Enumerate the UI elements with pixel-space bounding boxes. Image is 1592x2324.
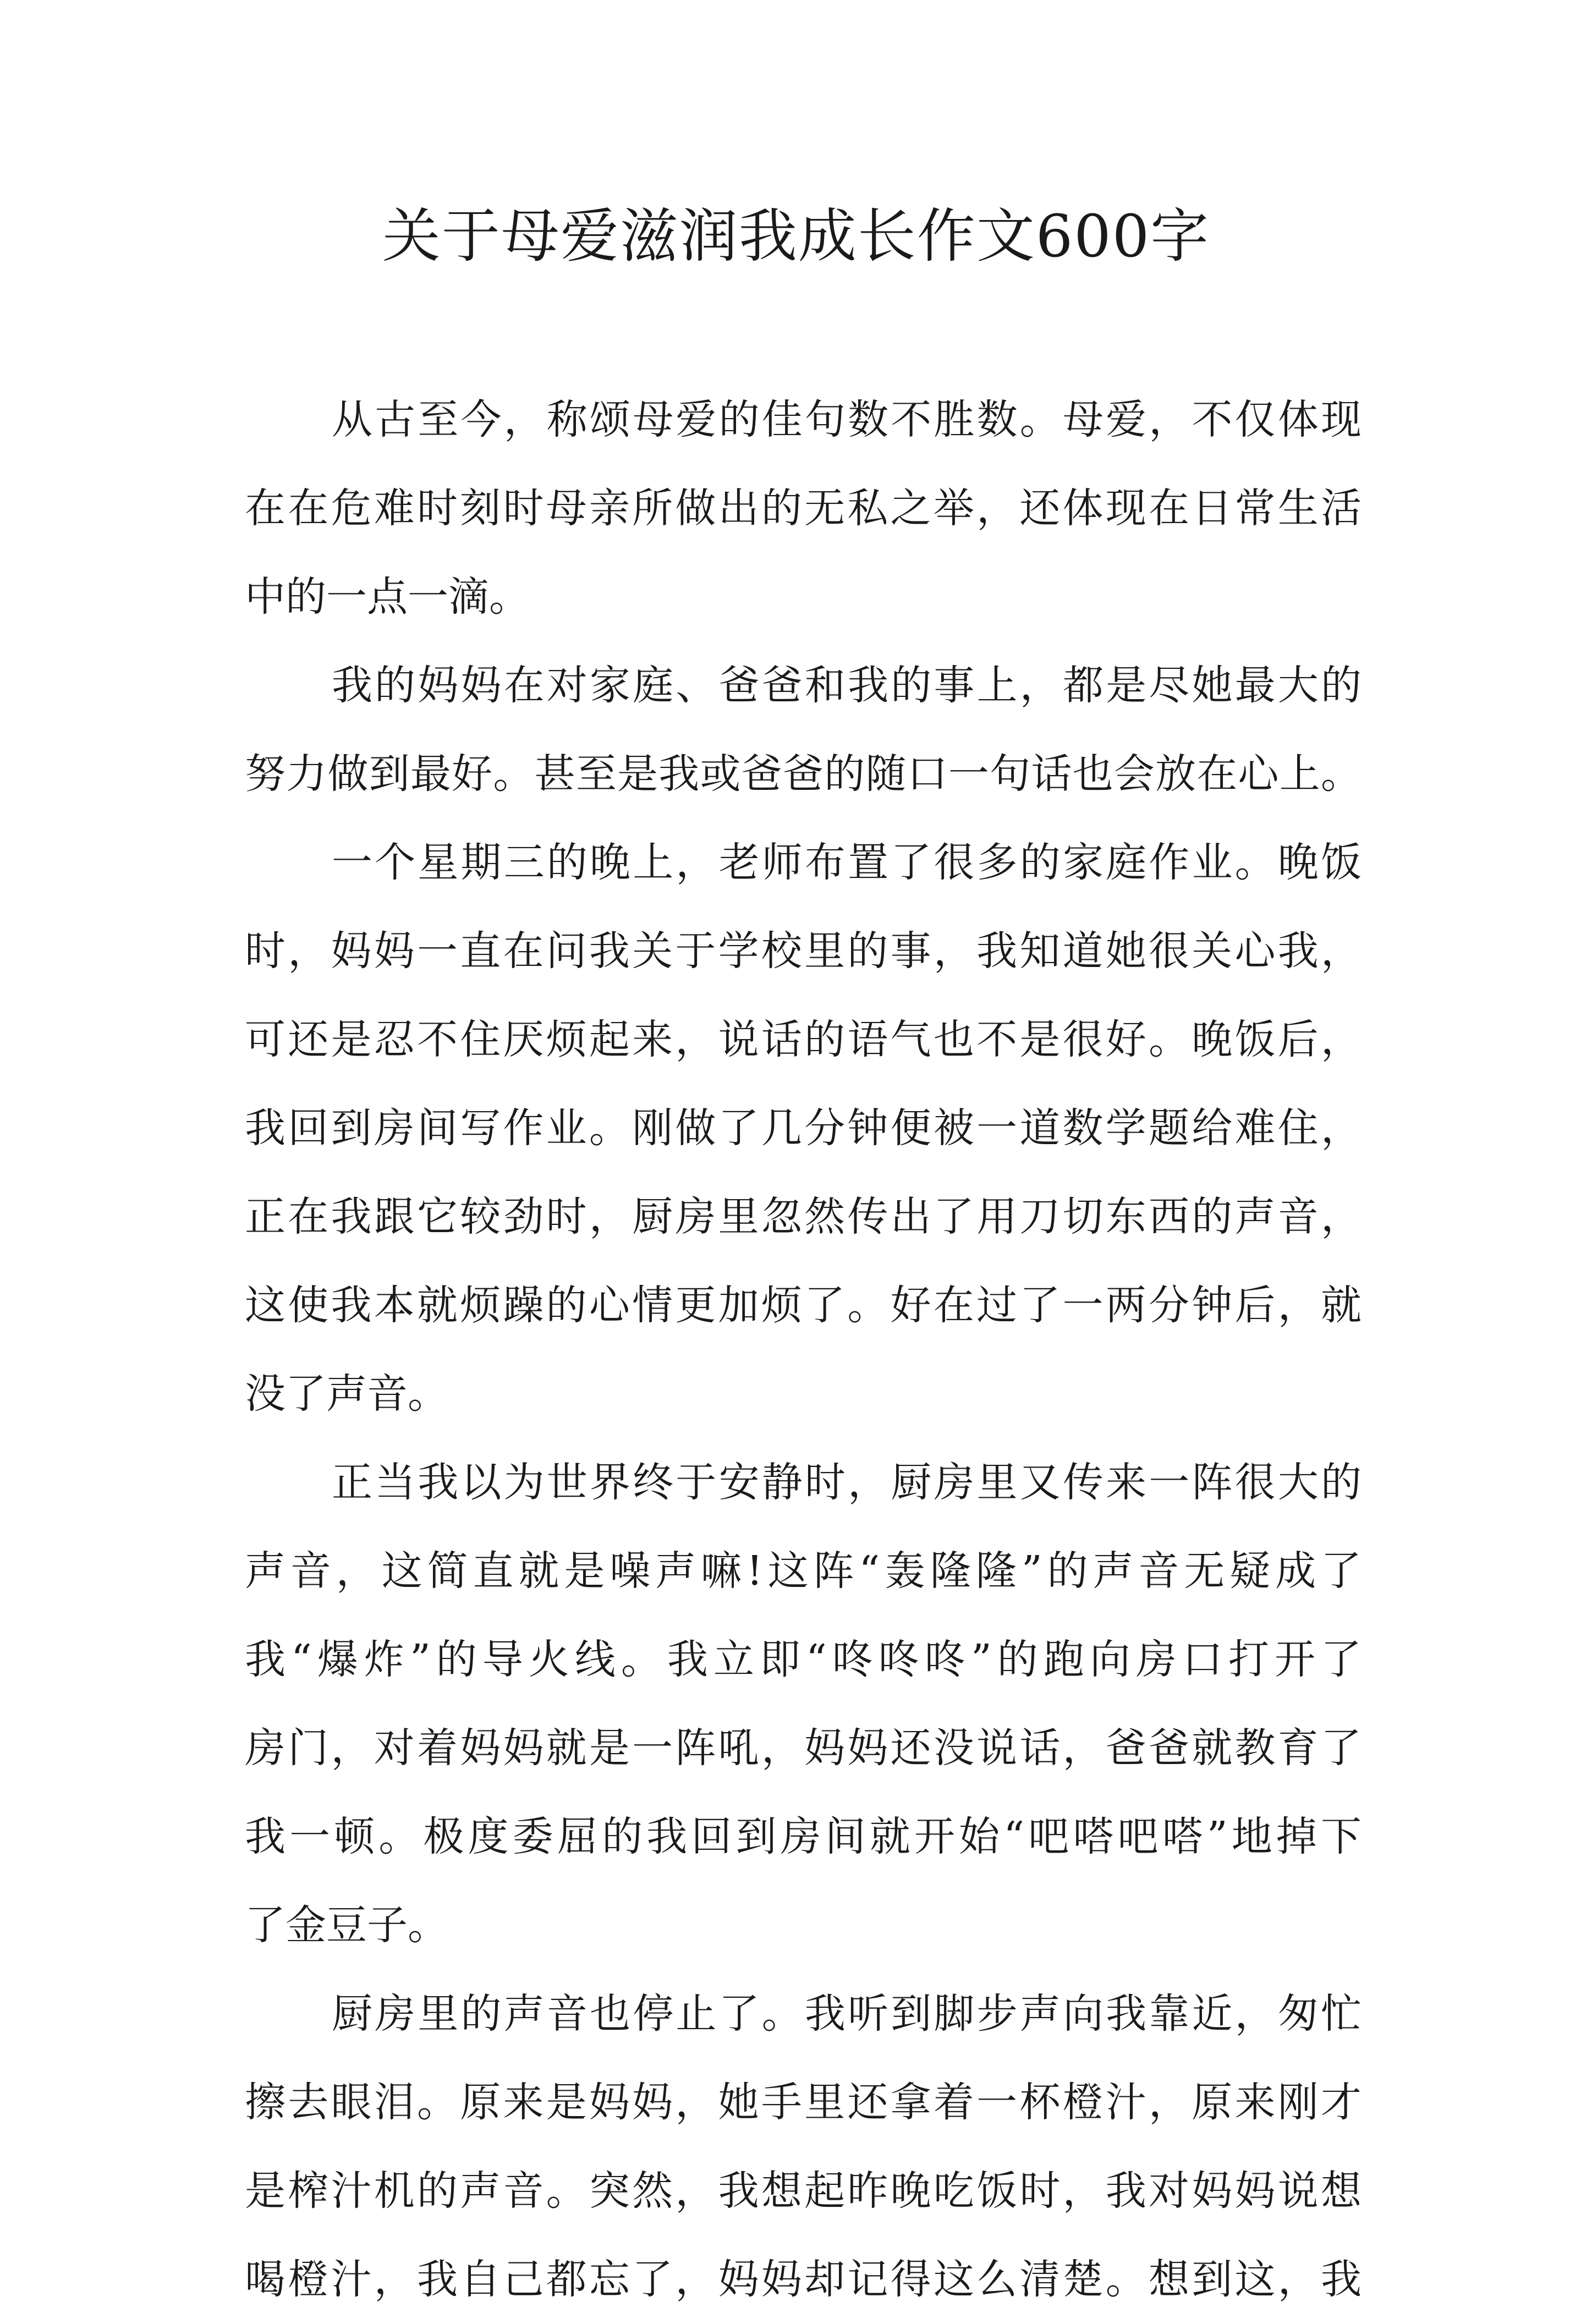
paragraph-line: 这使我本就烦躁的心情更加烦了。好在过了一两分钟后，就 xyxy=(245,1282,1362,1329)
paragraph-line: 厨房里的声音也停止了。我听到脚步声向我靠近，匆忙 xyxy=(332,1990,1362,2037)
paragraph-line: 是榨汁机的声音。突然，我想起昨晚吃饭时，我对妈妈说想 xyxy=(245,2167,1362,2215)
paragraph-line: 喝橙汁，我自己都忘了，妈妈却记得这么清楚。想到这，我 xyxy=(245,2256,1362,2303)
document-body xyxy=(245,376,1362,2324)
paragraph-line: 声音，这简直就是噪声嘛!这阵“轰隆隆”的声音无疑成了 xyxy=(245,1547,1362,1595)
paragraph-line: 没了声音。 xyxy=(245,1370,448,1418)
paragraph-line: 中的一点一滴。 xyxy=(245,573,530,620)
paragraph-line: 正在我跟它较劲时，厨房里忽然传出了用刀切东西的声音， xyxy=(245,1193,1362,1240)
paragraph-line: 正当我以为世界终于安静时，厨房里又传来一阵很大的 xyxy=(332,1459,1362,1506)
paragraph-line: 一个星期三的晚上，老师布置了很多的家庭作业。晚饭 xyxy=(332,839,1362,886)
paragraph-line: 我的妈妈在对家庭、爸爸和我的事上，都是尽她最大的 xyxy=(332,662,1362,709)
paragraph-line: 擦去眼泪。原来是妈妈，她手里还拿着一杯橙汁，原来刚才 xyxy=(245,2079,1362,2126)
paragraph-line: 了金豆子。 xyxy=(245,1902,448,1949)
paragraph-line: 在在危难时刻时母亲所做出的无私之举，还体现在日常生活 xyxy=(245,485,1362,532)
paragraph-line: 我回到房间写作业。刚做了几分钟便被一道数学题给难住， xyxy=(245,1105,1362,1152)
paragraph-line: 时，妈妈一直在问我关于学校里的事，我知道她很关心我， xyxy=(245,927,1362,975)
paragraph-line: 我“爆炸”的导火线。我立即“咚咚咚”的跑向房口打开了 xyxy=(245,1636,1362,1683)
paragraph-line: 努力做到最好。甚至是我或爸爸的随口一句话也会放在心上。 xyxy=(245,750,1362,798)
paragraph-line: 可还是忍不住厌烦起来，说话的语气也不是很好。晚饭后， xyxy=(245,1016,1362,1063)
document-title: 关于母爱滋润我成长作文600字 xyxy=(382,202,1210,270)
paragraph-line: 房门，对着妈妈就是一阵吼，妈妈还没说话，爸爸就教育了 xyxy=(245,1724,1362,1772)
paragraph-line: 从古至今，称颂母爱的佳句数不胜数。母爱，不仅体现 xyxy=(332,396,1362,443)
paragraph-line: 我一顿。极度委屈的我回到房间就开始“吧嗒吧嗒”地掉下 xyxy=(245,1813,1362,1860)
